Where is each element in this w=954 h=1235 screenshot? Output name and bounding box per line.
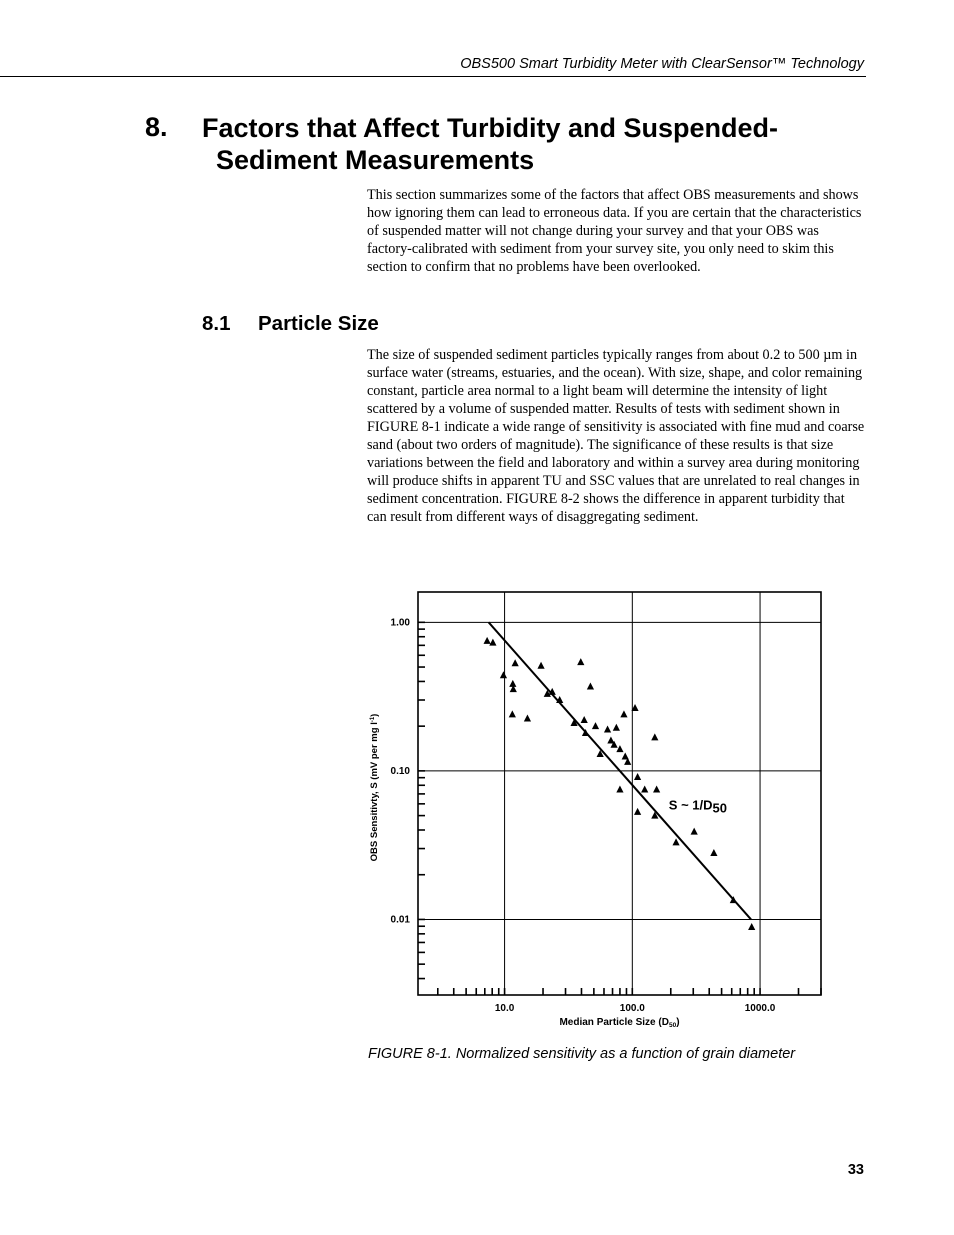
data-point xyxy=(616,745,623,752)
section-title xyxy=(202,112,842,176)
data-point xyxy=(484,637,491,644)
x-tick-label: 100.0 xyxy=(619,1003,645,1014)
fit-annotation-subscript: 50 xyxy=(712,800,727,816)
subsection-title: Particle Size xyxy=(258,312,379,335)
section-title-line1: Factors that Affect Turbidity and Suspended- xyxy=(202,113,779,143)
data-point xyxy=(672,838,679,845)
data-point xyxy=(509,680,516,687)
y-axis-title-superscript: -1 xyxy=(370,716,376,723)
data-point xyxy=(691,828,698,835)
page-number: 33 xyxy=(847,1162,864,1178)
data-point xyxy=(604,725,611,732)
data-point xyxy=(489,639,496,646)
y-tick-label: 1.00 xyxy=(390,617,410,629)
section-number: 8. xyxy=(145,112,168,142)
running-header: OBS500 Smart Turbidity Meter with ClearSensor™ Technology xyxy=(460,56,864,72)
data-point xyxy=(651,733,658,740)
x-tick-label: 1000.0 xyxy=(744,1003,776,1014)
y-axis-title: OBS Sensitivty, S (mV per mg $l^{-1}$) xyxy=(369,713,380,862)
data-point xyxy=(500,671,507,678)
data-point xyxy=(620,710,627,717)
data-point xyxy=(592,722,599,729)
data-point xyxy=(613,724,620,731)
data-point xyxy=(748,923,755,930)
data-point xyxy=(710,849,717,856)
data-point xyxy=(587,682,594,689)
fit-annotation: S ~ 1/D50 xyxy=(668,797,727,816)
x-tick-label: 10.0 xyxy=(494,1003,515,1014)
data-point xyxy=(634,808,641,815)
data-point xyxy=(653,785,660,792)
y-axis-title-end: ) xyxy=(369,713,380,717)
data-point xyxy=(524,715,531,722)
data-point xyxy=(616,785,623,792)
data-point xyxy=(641,785,648,792)
figure-caption: FIGURE 8-1. Normalized sensitivity as a function of grain diameter xyxy=(368,1046,796,1062)
data-point xyxy=(537,662,544,669)
x-axis-title: Median Particle Size $(D_{50})$ xyxy=(559,1017,680,1029)
subsection-number: 8.1 xyxy=(202,312,231,335)
data-point xyxy=(512,659,519,666)
data-point xyxy=(634,773,641,780)
data-point xyxy=(577,658,584,665)
sensitivity-vs-grain-size-chart xyxy=(360,585,830,1035)
y-tick-label: 0.01 xyxy=(390,914,410,926)
section-title-line2: Sediment Measurements xyxy=(216,145,535,175)
particle-size-paragraph: The size of suspended sediment particles typically ranges from about 0.2 to 500 µm in surface water (streams, estuaries, and the ocean). With size, shape, and color remaining constant, particle area normal to a light beam will determine the intensity of light scattered by a volume of suspended matter. Results of tests with sediment shown in FIGURE 8-1 indicate a wide range of sensitivity is associated with fine mud and coarse sand (about two orders of magnitude). The significance of these results is that size variations between the field and laboratory and within a survey area during monitoring will produce shifts in apparent TU and SSC values that are unrelated to real changes in sediment concentration. FIGURE 8-2 shows the difference in apparent turbidity that can result from different ways of disaggregating sediment. xyxy=(367,347,865,525)
x-axis-title-end: ) xyxy=(676,1017,680,1028)
data-point xyxy=(509,710,516,717)
header-rule xyxy=(0,76,866,77)
y-tick-label: 0.10 xyxy=(390,765,410,777)
section-intro-paragraph: This section summarizes some of the factors that affect OBS measurements and shows how ignoring them can lead to erroneous data. If you are certain that the characteristics of suspended matter will not change during your survey and that your OBS was factory-calibrated with sediment from your survey site, you only need to skim this section to confirm that no problems have been overlooked. xyxy=(367,187,862,275)
x-axis-title-subscript: 50 xyxy=(668,1022,677,1029)
data-point xyxy=(581,716,588,723)
